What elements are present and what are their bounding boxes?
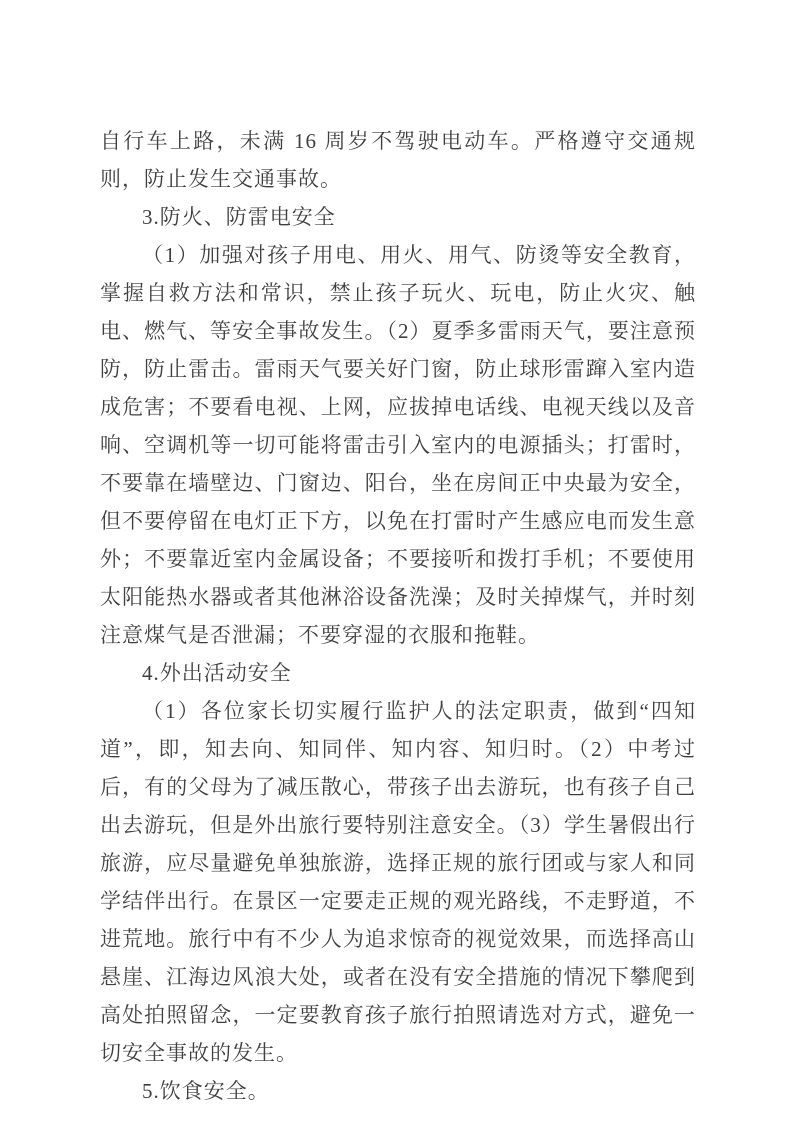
paragraph-outing-safety: （1）各位家长切实履行监护人的法定职责，做到“四知道”，即，知去向、知同伴、知内容、知归时。（2）中考过后，有的父母为了减压散心，带孩子出去游玩，也有孩子自己出去游玩，但是外出旅行要特别注意安全。（3）学生暑假出行旅游，应尽量避免单独旅游，选择正规的旅行团或与家人和同学结伴出行。在景区一定要走正规的观光路线，不走野道，不进荒地。旅行中有不少人为追求惊奇的视觉效果，而选择高山悬崖、江海边风浪大处，或者在没有安全措施的情况下攀爬到高处拍照留念，一定要教育孩子旅行拍照请选对方式，避免一切安全事故的发生。 bbox=[100, 699, 696, 1065]
section-heading-fire-lightning-safety: 3.防火、防雷电安全 bbox=[142, 205, 336, 229]
section-heading-outing-safety: 4.外出活动安全 bbox=[142, 661, 292, 685]
paragraph-fire-lightning-safety: （1）加强对孩子用电、用火、用气、防烫等安全教育，掌握自救方法和常识，禁止孩子玩火、玩电，防止火灾、触电、燃气、等安全事故发生。（2）夏季多雷雨天气，要注意预防，防止雷击。雷雨天气要关好门窗，防止球形雷蹿入室内造成危害；不要看电视、上网，应拔掉电话线、电视天线以及音响、空调机等一切可能将雷击引入室内的电源插头；打雷时，不要靠在墙壁边、门窗边、阳台，坐在房间正中央最为安全，但不要停留在电灯正下方，以免在打雷时产生感应电而发生意外；不要靠近室内金属设备；不要接听和拨打手机；不要使用太阳能热水器或者其他淋浴设备洗澡；及时关掉煤气，并时刻注意煤气是否泄漏；不要穿湿的衣服和拖鞋。 bbox=[100, 243, 696, 647]
section-heading-food-safety: 5.饮食安全。 bbox=[142, 1079, 270, 1103]
paragraph-traffic-safety-continued: 自行车上路，未满 16 周岁不驾驶电动车。严格遵守交通规则，防止发生交通事故。 bbox=[100, 129, 696, 191]
